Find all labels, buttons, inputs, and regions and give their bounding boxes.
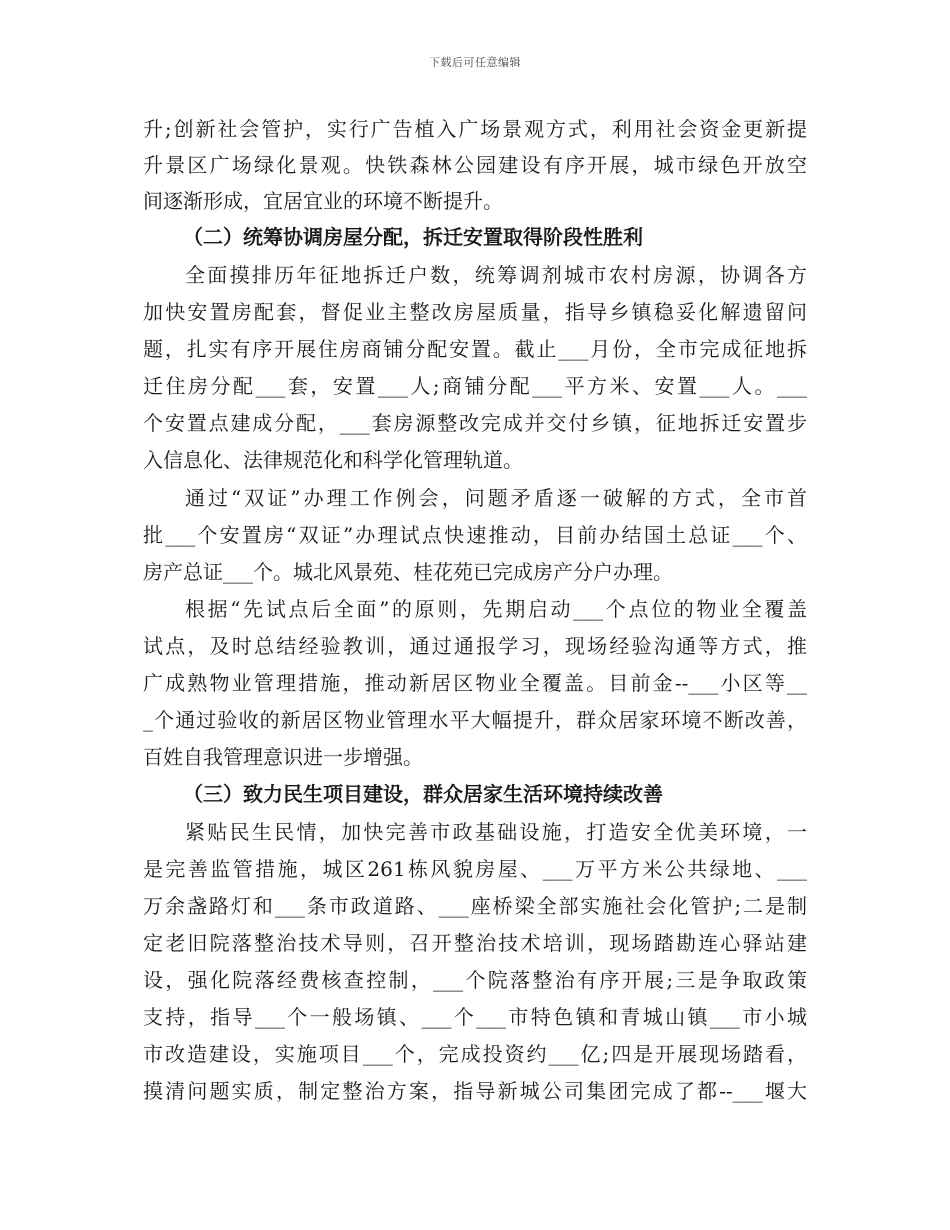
paragraph-line: 题，扎实有序开展住房商铺分配安置。截止___月份，全市完成征地拆 xyxy=(143,337,807,361)
paragraph-line: 升景区广场绿化景观。快铁森林公园建设有序开展，城市绿色开放空 xyxy=(143,153,807,177)
paragraph-line: 根据“先试点后全面”的原则，先期启动___个点位的物业全覆盖 xyxy=(185,597,807,621)
paragraph-line: 通过“双证”办理工作例会，问题矛盾逐一破解的方式，全市首 xyxy=(185,486,807,510)
paragraph-line: 是完善监管措施，城区261栋风貌房屋、___万平方米公共绿地、___ xyxy=(143,857,807,881)
section-heading-2: （二）统筹协调房屋分配，拆迁安置取得阶段性胜利 xyxy=(183,225,643,249)
paragraph-line: 摸清问题实质，制定整治方案，指导新城公司集团完成了都--___堰大 xyxy=(143,1079,807,1103)
paragraph-line: 个安置点建成分配，___套房源整改完成并交付乡镇，征地拆迁安置步 xyxy=(143,411,807,435)
paragraph-line: 批___个安置房“双证”办理试点快速推动，目前办结国土总证___个、 xyxy=(143,523,807,547)
section-heading-3: （三）致力民生项目建设，群众居家生活环境持续改善 xyxy=(183,782,663,806)
paragraph-line: 紧贴民生民情，加快完善市政基础设施，打造安全优美环境，一 xyxy=(185,820,807,844)
paragraph-line: 定老旧院落整治技术导则，召开整治技术培训，现场踏勘连心驿站建 xyxy=(143,931,807,955)
paragraph-line: 升;创新社会管护，实行广告植入广场景观方式，利用社会资金更新提 xyxy=(143,117,807,141)
paragraph-line: 广成熟物业管理措施，推动新居区物业全覆盖。目前金--___小区等__ xyxy=(143,671,807,695)
paragraph-line: 百姓自我管理意识进一步增强。 xyxy=(143,745,423,769)
page-header: 下载后可任意编辑 xyxy=(429,56,521,69)
paragraph-line: 市改造建设，实施项目___个，完成投资约___亿;四是开展现场踏看， xyxy=(143,1042,807,1066)
paragraph-line: 房产总证___个。城北风景苑、桂花苑已完成房产分户办理。 xyxy=(143,560,673,584)
paragraph-line: 支持，指导___个一般场镇、___个___市特色镇和青城山镇___市小城 xyxy=(143,1005,807,1029)
paragraph-line: 迁住房分配___套，安置___人;商铺分配___平方米、安置___人。___ xyxy=(143,374,807,398)
paragraph-line: 试点，及时总结经验教训，通过通报学习，现场经验沟通等方式，推 xyxy=(143,634,807,658)
paragraph-line: 间逐渐形成，宜居宜业的环境不断提升。 xyxy=(143,189,503,213)
paragraph-line: 全面摸排历年征地拆迁户数，统筹调剂城市农村房源，协调各方 xyxy=(185,263,807,287)
paragraph-line: _个通过验收的新居区物业管理水平大幅提升，群众居家环境不断改善， xyxy=(143,708,807,732)
paragraph-line: 设，强化院落经费核查控制，___个院落整治有序开展;三是争取政策 xyxy=(143,968,807,992)
paragraph-line: 加快安置房配套，督促业主整改房屋质量，指导乡镇稳妥化解遗留问 xyxy=(143,300,807,324)
paragraph-line: 入信息化、法律规范化和科学化管理轨道。 xyxy=(143,448,523,472)
paragraph-line: 万余盏路灯和___条市政道路、___座桥梁全部实施社会化管护;二是制 xyxy=(143,894,807,918)
